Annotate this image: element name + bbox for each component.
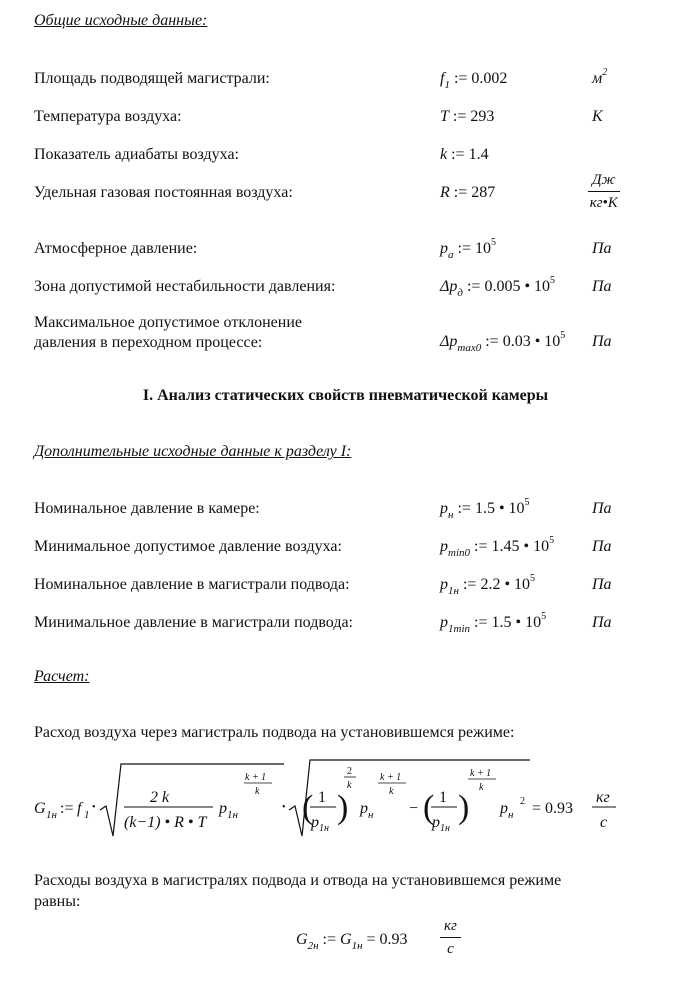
calc-text2-line1: Расходы воздуха в магистралях подвода и отвода на установившемся режиме: [34, 872, 562, 889]
unit-area: $м^2$: [592, 67, 608, 87]
value-instability-zone: $\Delta p_д$ := 0.005 • $10^5$: [440, 275, 556, 299]
exp4-num: k + 1: [470, 768, 492, 779]
exp3-den: k: [389, 786, 394, 797]
value-atmospheric: $p_a$ := $10^5$: [440, 237, 496, 261]
p1: p: [219, 800, 227, 817]
unit-supply-nominal: Па: [592, 576, 612, 593]
pow2: 2: [520, 796, 525, 807]
label-supply-nominal: Номинальное давление в магистрали подвода:: [34, 576, 350, 593]
p1n-den1-sub: 1н: [319, 823, 329, 834]
minus: −: [409, 800, 419, 817]
value-area: $f_1$ := 0.002: [440, 70, 508, 91]
formula-dot1: •: [92, 802, 96, 813]
label-instability-zone: Зона допустимой нестабильности давления:: [34, 278, 336, 295]
frac-num: 2 k: [150, 789, 170, 806]
label-atmospheric: Атмосферное давление:: [34, 240, 198, 257]
calc-heading: Расчет:: [34, 668, 90, 685]
p1n-den1: p: [311, 814, 319, 831]
general-heading: Общие исходные данные:: [34, 12, 208, 29]
label-min-pressure: Минимальное допустимое давление воздуха:: [34, 538, 342, 555]
formula-f: f: [77, 800, 82, 817]
pn-2-sub: н: [508, 809, 514, 821]
formula-unit-num: кг: [596, 789, 610, 806]
value-nominal-pressure: $p_н$ := 1.5 • $10^5$: [440, 497, 530, 521]
exp1-num: k + 1: [245, 772, 267, 783]
frac-den: (k−1) • R • T: [124, 814, 207, 831]
formula-unit-den: с: [600, 814, 608, 831]
paren-open-1: (: [302, 789, 314, 826]
label-temperature: Температура воздуха:: [34, 108, 182, 125]
label-area: Площадь подводящей магистрали:: [34, 70, 270, 87]
label-gas-constant: Удельная газовая постоянная воздуха:: [34, 184, 293, 201]
p1-sub: 1н: [227, 809, 238, 821]
unit-temperature: K: [592, 108, 603, 125]
calc-text2-line2: равны:: [34, 893, 81, 910]
pn-1: p: [360, 800, 368, 817]
exp1-den: k: [255, 786, 260, 797]
unit-gas-constant: Дж кг•K: [589, 172, 618, 211]
unit-instability-zone: Па: [592, 278, 612, 295]
calc-text1: Расход воздуха через магистраль подвода на установившемся режиме:: [34, 724, 515, 741]
value-temperature: T := 293: [440, 108, 495, 125]
unit-atmospheric: Па: [592, 240, 612, 257]
unit-supply-min: Па: [592, 614, 612, 631]
value-gas-constant: R := 287: [440, 184, 496, 201]
pn-1-sub: н: [368, 809, 374, 821]
exp2-num: 2: [347, 766, 352, 777]
unit-min-pressure: Па: [592, 538, 612, 555]
label-max-deviation-line2: давления в переходном процессе:: [34, 334, 263, 351]
label-adiabatic: Показатель адиабаты воздуха:: [34, 146, 239, 163]
label-supply-min: Минимальное давление в магистрали подвода:: [34, 614, 353, 631]
formula-assign: :=: [60, 800, 74, 817]
formula-lhs: G: [34, 800, 46, 817]
one-2: 1: [439, 789, 447, 806]
flow-formula-2: $G_{2н}$ := $G_{1н} = 0.93$: [296, 931, 408, 952]
value-supply-nominal: $p_{1н}$ := 2.2 • $10^5$: [440, 573, 536, 597]
formula-f-sub: 1: [84, 809, 90, 821]
formula2-unit: кг с: [440, 918, 461, 958]
paren-close-2: ): [458, 789, 470, 826]
value-max-deviation: $\Delta p_{max0}$ := 0.03 • $10^5$: [440, 330, 566, 354]
unit-nominal-pressure: Па: [592, 500, 612, 517]
flow-formula: [0, 750, 691, 845]
formula-result: = 0.93: [532, 800, 574, 817]
value-min-pressure: $p_{min0}$ := 1.45 • $10^5$: [440, 535, 555, 559]
p1n-den2-sub: 1н: [440, 823, 450, 834]
formula-dot2: •: [282, 802, 286, 813]
formula-lhs-sub: 1н: [46, 809, 57, 821]
unit-max-deviation: Па: [592, 333, 612, 350]
paren-close-1: ): [337, 789, 349, 826]
label-max-deviation-line1: Максимальное допустимое отклонение: [34, 314, 302, 331]
exp4-den: k: [479, 782, 484, 793]
section1-heading: Дополнительные исходные данные к разделу I:: [34, 443, 352, 460]
value-supply-min: $p_{1min}$ := 1.5 • $10^5$: [440, 611, 547, 635]
one-1: 1: [318, 789, 326, 806]
value-adiabatic: k := 1.4: [440, 146, 489, 163]
pn-2: p: [500, 800, 508, 817]
p1n-den2: p: [432, 814, 440, 831]
exp3-num: k + 1: [380, 772, 402, 783]
label-nominal-pressure: Номинальное давление в камере:: [34, 500, 260, 517]
paren-open-2: (: [423, 789, 435, 826]
exp2-den: k: [347, 780, 352, 791]
section1-title: I. Анализ статических свойств пневматической камеры: [142, 387, 549, 404]
